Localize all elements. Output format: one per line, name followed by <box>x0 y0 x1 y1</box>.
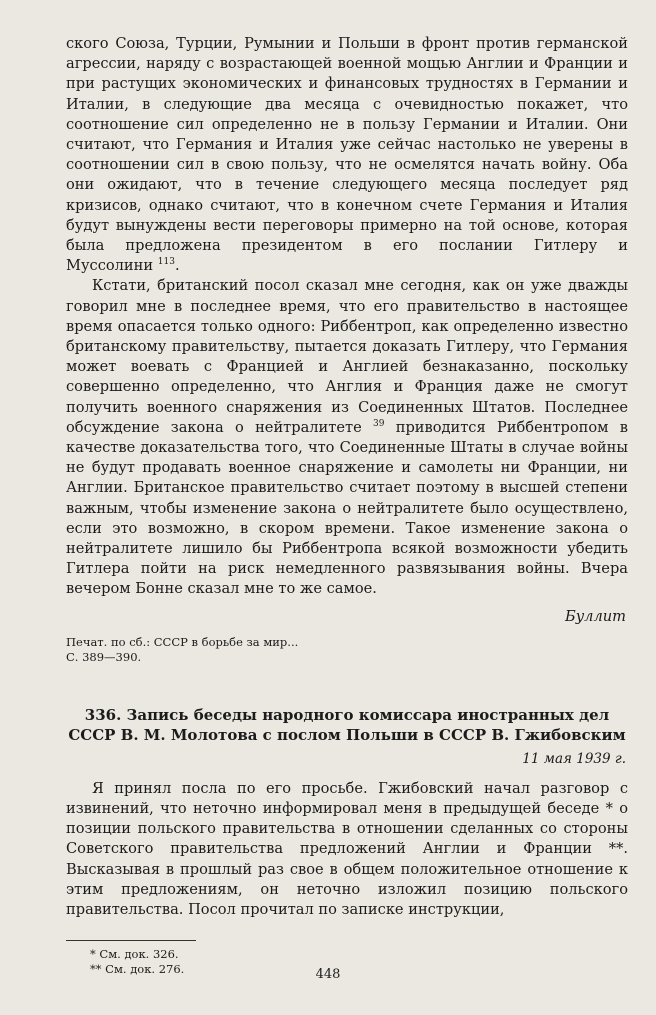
footnote: ** См. док. 276. <box>90 962 185 977</box>
source-citation: Печат. по сб.: СССР в борьбе за мир... С. 389—390. <box>66 634 299 664</box>
reference-marker: 39 <box>372 419 385 429</box>
footnote-divider <box>66 940 196 941</box>
reference-marker: 113 <box>157 257 175 268</box>
footnote-marker: ** <box>608 840 624 858</box>
document-date: 11 мая 1939 г. <box>522 750 626 767</box>
page-number: 448 <box>315 967 341 982</box>
paragraph-british-ambassador: Кстати, британский посол сказал мне сегодня, как он уже дважды говорил мне в последнее время, что его правительство в настоящее время опасается только одного: Риббентроп, как определенно известно британскому правительству, пытается доказать Гитлеру, что Германия может воевать с Францией и Англией безнаказанно, поскольку совершенно определенно, что Англия и Франция даже не смогут получить военного снаряжения из Соединенных Штатов. Последнее обсуждение закона о нейтралитете $^{39}$ приводится Риббентропом в качестве доказательства того, что Соединенные Штаты в случае войны не будут продавать военное снаряжение и самолеты ни Франции, ни Англии. Британское правительство считает поэтому в высшей степени важным, чтобы изменение закона о нейтралитете было осуществлено, если это возможно, в скором времени. Такое изменение закона о нейтралитете лишило бы Риббентропа всякой возможности убедить Гитлера пойти на риск немедленного развязывания войны. Вчера вечером Бонне сказал мне то же самое. <box>66 277 628 598</box>
paragraph-molotov-record: Я принял посла по его просьбе. Гжибовский начал разговор с извинений, что неточно информировал меня в предыдущей беседе * о позиции польского правительства в отношении сделанных со стороны Советского правительства предложений Англии и Франции **. Высказывая в прошлый раз свое в общем положительное отношение к этим предложениям, он неточно изложил позицию польского правительства. Посол прочитал по записке инструкции, <box>66 779 629 918</box>
paragraph-continuation: ского Союза, Турции, Румынии и Польши в фронт против германской агрессии, наряду с возрастающей военной мощью Англии и Франции и при растущих экономических и финансовых трудностях в Германии и Италии, в следующие два месяца с очевидностью покажет, что соотношение сил определенно не в пользу Германии и Италии. Они считают, что Германия и Италия уже сейчас настолько не уверены в соотношении сил в свою пользу, что не осмелятся начать войну. Оба они ожидают, что в течение следующего месяца последует ряд кризисов, однако считают, что в конечном счете Германия и Италия будут вынуждены вести переговоры примерно на той основе, которая была предложена президентом в его послании Гитлеру и Муссолини $^{113}$. <box>66 35 628 275</box>
footnote-marker: * <box>605 799 613 817</box>
text-column <box>66 34 628 977</box>
signature: Буллит <box>564 607 626 625</box>
document-title: 336. Запись беседы народного комиссара иностранных дел СССР В. М. Молотова с послом Польши в СССР В. Гжибовским <box>68 705 626 744</box>
footnote: * См. док. 326. <box>90 947 179 962</box>
